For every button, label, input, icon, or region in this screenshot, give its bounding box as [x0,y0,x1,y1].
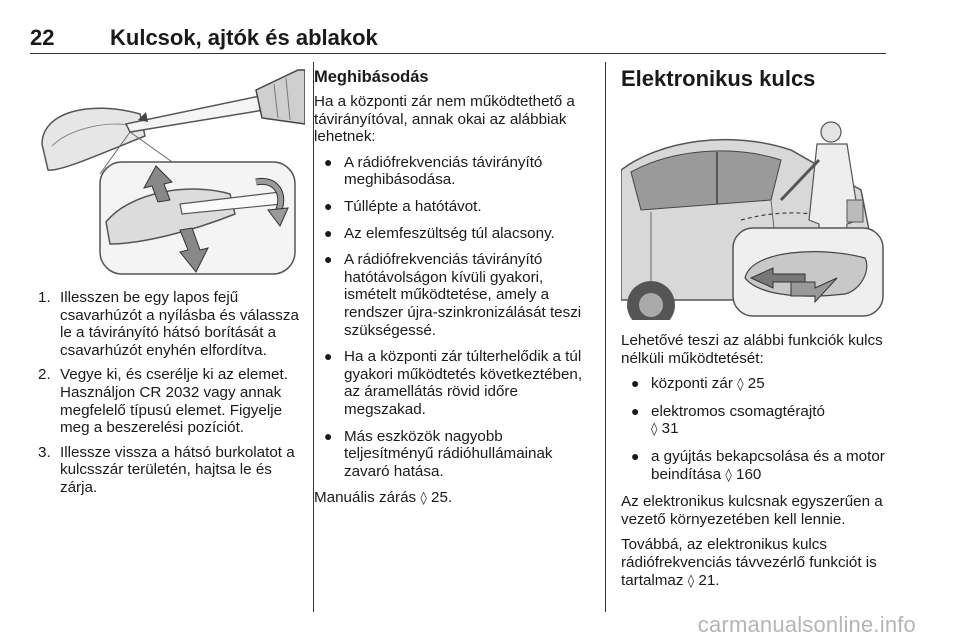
list-item: 2. Vegye ki, és cserélje ki az elemet. Használjon CR 2032 vagy annak megfelelő típusú elemet. Figyelje meg a beszerelési pozíciót. [38,366,288,437]
list-item: 3. Illessze vissza a hátsó burkolatot a kulcsszár területén, hajtsa le és zárja. [38,443,295,496]
middle-column [314,66,596,516]
car-door-illustration [621,100,885,320]
list-item: ● a gyújtás bekapcsolása és a motor beindítása ◊ 160 [631,447,885,483]
steps-list [30,289,305,497]
ref-arrow-icon: ◊ [687,573,695,589]
keyless-functions-list [621,375,889,484]
watermark: carmanualsonline.info [697,612,916,637]
list-item: 1. Illesszen be egy lapos fejű csavarhúzót a nyílásba és válassza le a távirányító hátsó borítását a csavarhúzót enyhén elfordítva. [38,289,299,359]
right-column [621,66,889,598]
ref-arrow-icon: ◊ [420,491,427,507]
page-ref-link[interactable]: 160 [736,465,762,483]
keyless-para-2: Továbbá, az elektronikus kulcs rádiófrekvenciás távvezérlő funkciót is tartalmaz ◊ 21. [621,536,877,589]
malfunction-intro: Ha a központi zár nem működtethető a távirányítóval, annak okai az alábbiak lehetnek: [314,93,575,146]
ref-arrow-icon: ◊ [725,467,732,483]
keyless-intro: Lehetővé teszi az alábbi funkciók kulcs nélküli működtetését: [621,332,883,367]
malfunction-heading: Meghibásodás [314,68,429,86]
ref-arrow-icon: ◊ [737,377,744,393]
list-item: ● központi zár ◊ 25 [631,375,765,393]
key-battery-illustration [30,62,305,277]
list-item: ● Az elemfeszültség túl alacsony. [324,224,555,242]
list-item: ● Túllépte a hatótávot. [324,197,482,215]
page-ref-link[interactable]: 25 [747,375,765,393]
list-item: ● Ha a központi zár túlterhelődik a túl gyakori működtetés következtében, az áramellátás rövid időre megszakad. [324,348,583,418]
page-header [30,26,886,50]
page-ref-link[interactable]: 21. [698,571,720,589]
section-heading: Elektronikus kulcs [621,66,816,91]
list-item: ● elektromos csomagtérajtó ◊ 31 [631,402,825,438]
page-title: Kulcsok, ajtók és ablakok [110,25,378,50]
page-ref-link[interactable]: 31 [661,420,679,438]
ref-arrow-icon: ◊ [651,422,658,438]
manual-lock-line: Manuális zárás ◊ 25. [314,489,453,507]
header-rule [30,53,886,54]
list-item: ● Más eszközök nagyobb teljesítményű rádióhullámainak zavaró hatása. [324,427,553,480]
keyless-para-1: Az elektronikus kulcsnak egyszerűen a vezető környezetében kell lennie. [621,493,883,528]
page-ref-link[interactable]: 25. [431,489,453,507]
left-column [30,62,305,504]
list-item: ● A rádiófrekvenciás távirányító hatótávolságon kívüli gyakori, ismételt működtetése, amely a rendszer újra-szinkronizálását teszi szükségessé. [324,251,582,339]
malfunction-list [314,154,596,481]
page-number: 22 [30,25,55,50]
column-divider-2 [605,62,606,612]
list-item: ● A rádiófrekvenciás távirányító meghibásodása. [324,153,543,189]
